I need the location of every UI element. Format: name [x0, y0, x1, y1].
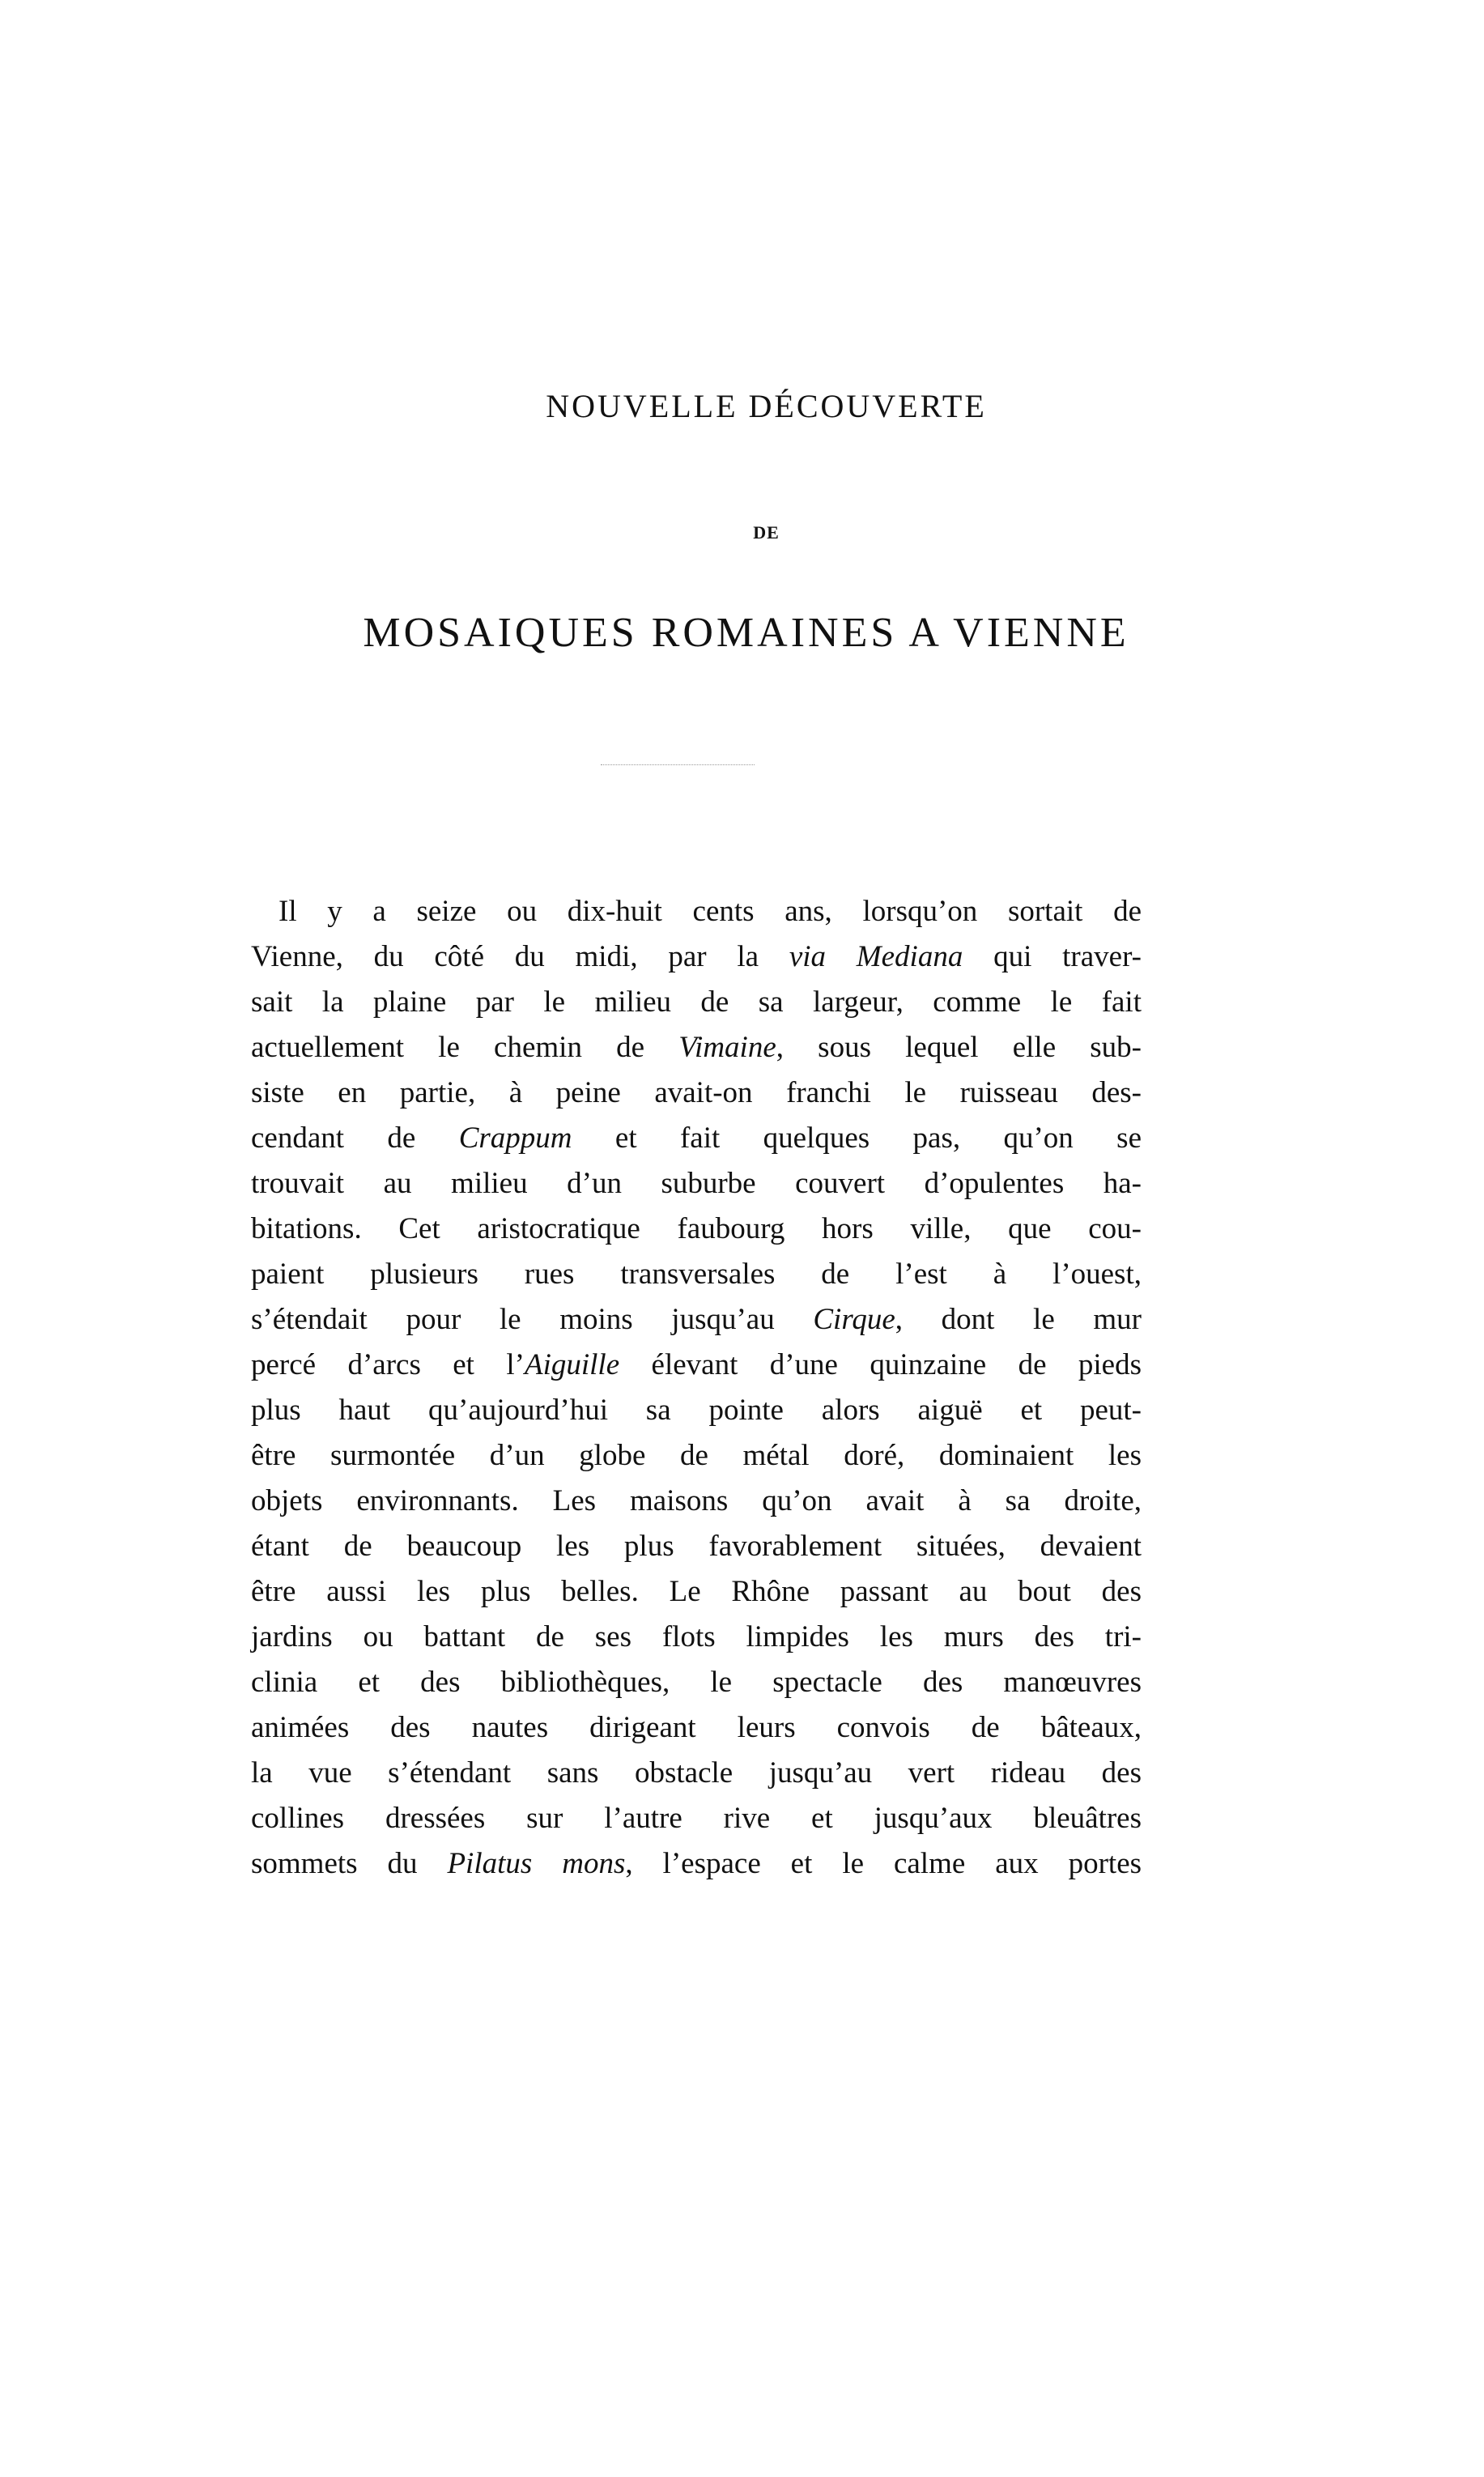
text-run: sommets du — [251, 1847, 448, 1880]
text-line — [251, 1161, 1142, 1207]
text-run: collines dressées sur l’autre rive et jusqu’aux bleuâtres — [251, 1802, 1142, 1835]
text-run: qui traver- — [963, 940, 1142, 973]
text-run: percé d’arcs et l’ — [251, 1348, 525, 1381]
text-line — [251, 1660, 1142, 1705]
text-run: , dont le mur — [895, 1303, 1142, 1336]
text-run: et fait quelques pas, qu’on se — [572, 1121, 1142, 1155]
text-run: actuellement le chemin de — [251, 1031, 679, 1064]
text-line — [251, 1252, 1142, 1297]
text-line — [251, 1796, 1142, 1841]
text-run: élevant d’une quinzaine de pieds — [619, 1348, 1142, 1381]
italic-text: Vimaine — [678, 1031, 776, 1064]
text-line — [251, 980, 1142, 1025]
text-run: trouvait au milieu d’un suburbe couvert d’opulentes ha- — [251, 1167, 1142, 1200]
heading-line-3: MOSAIQUES ROMAINES A VIENNE — [363, 610, 1129, 656]
text-line — [251, 1479, 1142, 1524]
text-run: , sous lequel elle sub- — [776, 1031, 1142, 1064]
text-run: s’étendait pour le moins jusqu’au — [251, 1303, 814, 1336]
text-line — [251, 1025, 1142, 1070]
text-line — [251, 1705, 1142, 1751]
italic-text: via Mediana — [789, 940, 963, 973]
text-line — [251, 1615, 1142, 1660]
text-run: Vienne, du côté du midi, par la — [251, 940, 789, 973]
text-run: sait la plaine par le milieu de sa largeur, comme le fait — [251, 985, 1142, 1019]
text-run: être aussi les plus belles. Le Rhône passant au bout des — [251, 1575, 1142, 1608]
text-line — [251, 1388, 1142, 1433]
text-run: objets environnants. Les maisons qu’on avait à sa droite, — [251, 1484, 1142, 1517]
text-run: bitations. Cet aristocratique faubourg hors ville, que cou- — [251, 1212, 1142, 1245]
heading-line-1: NOUVELLE DÉCOUVERTE — [546, 388, 987, 424]
text-run: , l’espace et le calme aux portes — [625, 1847, 1142, 1880]
text-run: paient plusieurs rues transversales de l’est à l’ouest, — [251, 1258, 1142, 1291]
italic-text: Aiguille — [524, 1348, 620, 1381]
text-run: jardins ou battant de ses flots limpides les murs des tri- — [251, 1620, 1142, 1653]
text-line — [251, 1569, 1142, 1615]
text-run: plus haut qu’aujourd’hui sa pointe alors aiguë et peut- — [251, 1394, 1142, 1427]
italic-text: Crappum — [458, 1121, 572, 1155]
text-run: la vue s’étendant sans obstacle jusqu’au vert rideau des — [251, 1756, 1142, 1790]
text-run: cendant de — [251, 1121, 459, 1155]
text-run: clinia et des bibliothèques, le spectacle des manœuvres — [251, 1666, 1142, 1699]
text-line — [251, 1116, 1142, 1161]
text-line — [251, 1297, 1142, 1343]
text-line — [251, 1433, 1142, 1479]
italic-text: Pilatus mons — [447, 1847, 626, 1880]
text-run: étant de beaucoup les plus favorablement situées, devaient — [251, 1530, 1142, 1563]
text-line — [251, 934, 1142, 980]
text-line — [251, 889, 1142, 934]
text-line — [251, 1343, 1142, 1388]
text-run: siste en partie, à peine avait-on franchi le ruisseau des- — [251, 1076, 1142, 1109]
text-line — [251, 1751, 1142, 1796]
heading-line-2: DE — [753, 522, 780, 543]
text-line — [251, 1070, 1142, 1116]
text-line — [251, 1207, 1142, 1252]
decorative-rule — [601, 764, 755, 765]
text-line — [251, 1524, 1142, 1569]
text-run: Il y a seize ou dix-huit cents ans, lorsqu’on sortait de — [279, 895, 1142, 928]
text-line — [251, 1841, 1142, 1887]
italic-text: Cirque — [813, 1303, 895, 1336]
text-run: animées des nautes dirigeant leurs convois de bâteaux, — [251, 1711, 1142, 1744]
text-run: être surmontée d’un globe de métal doré, dominaient les — [251, 1439, 1142, 1472]
body-paragraph — [251, 889, 1142, 1887]
